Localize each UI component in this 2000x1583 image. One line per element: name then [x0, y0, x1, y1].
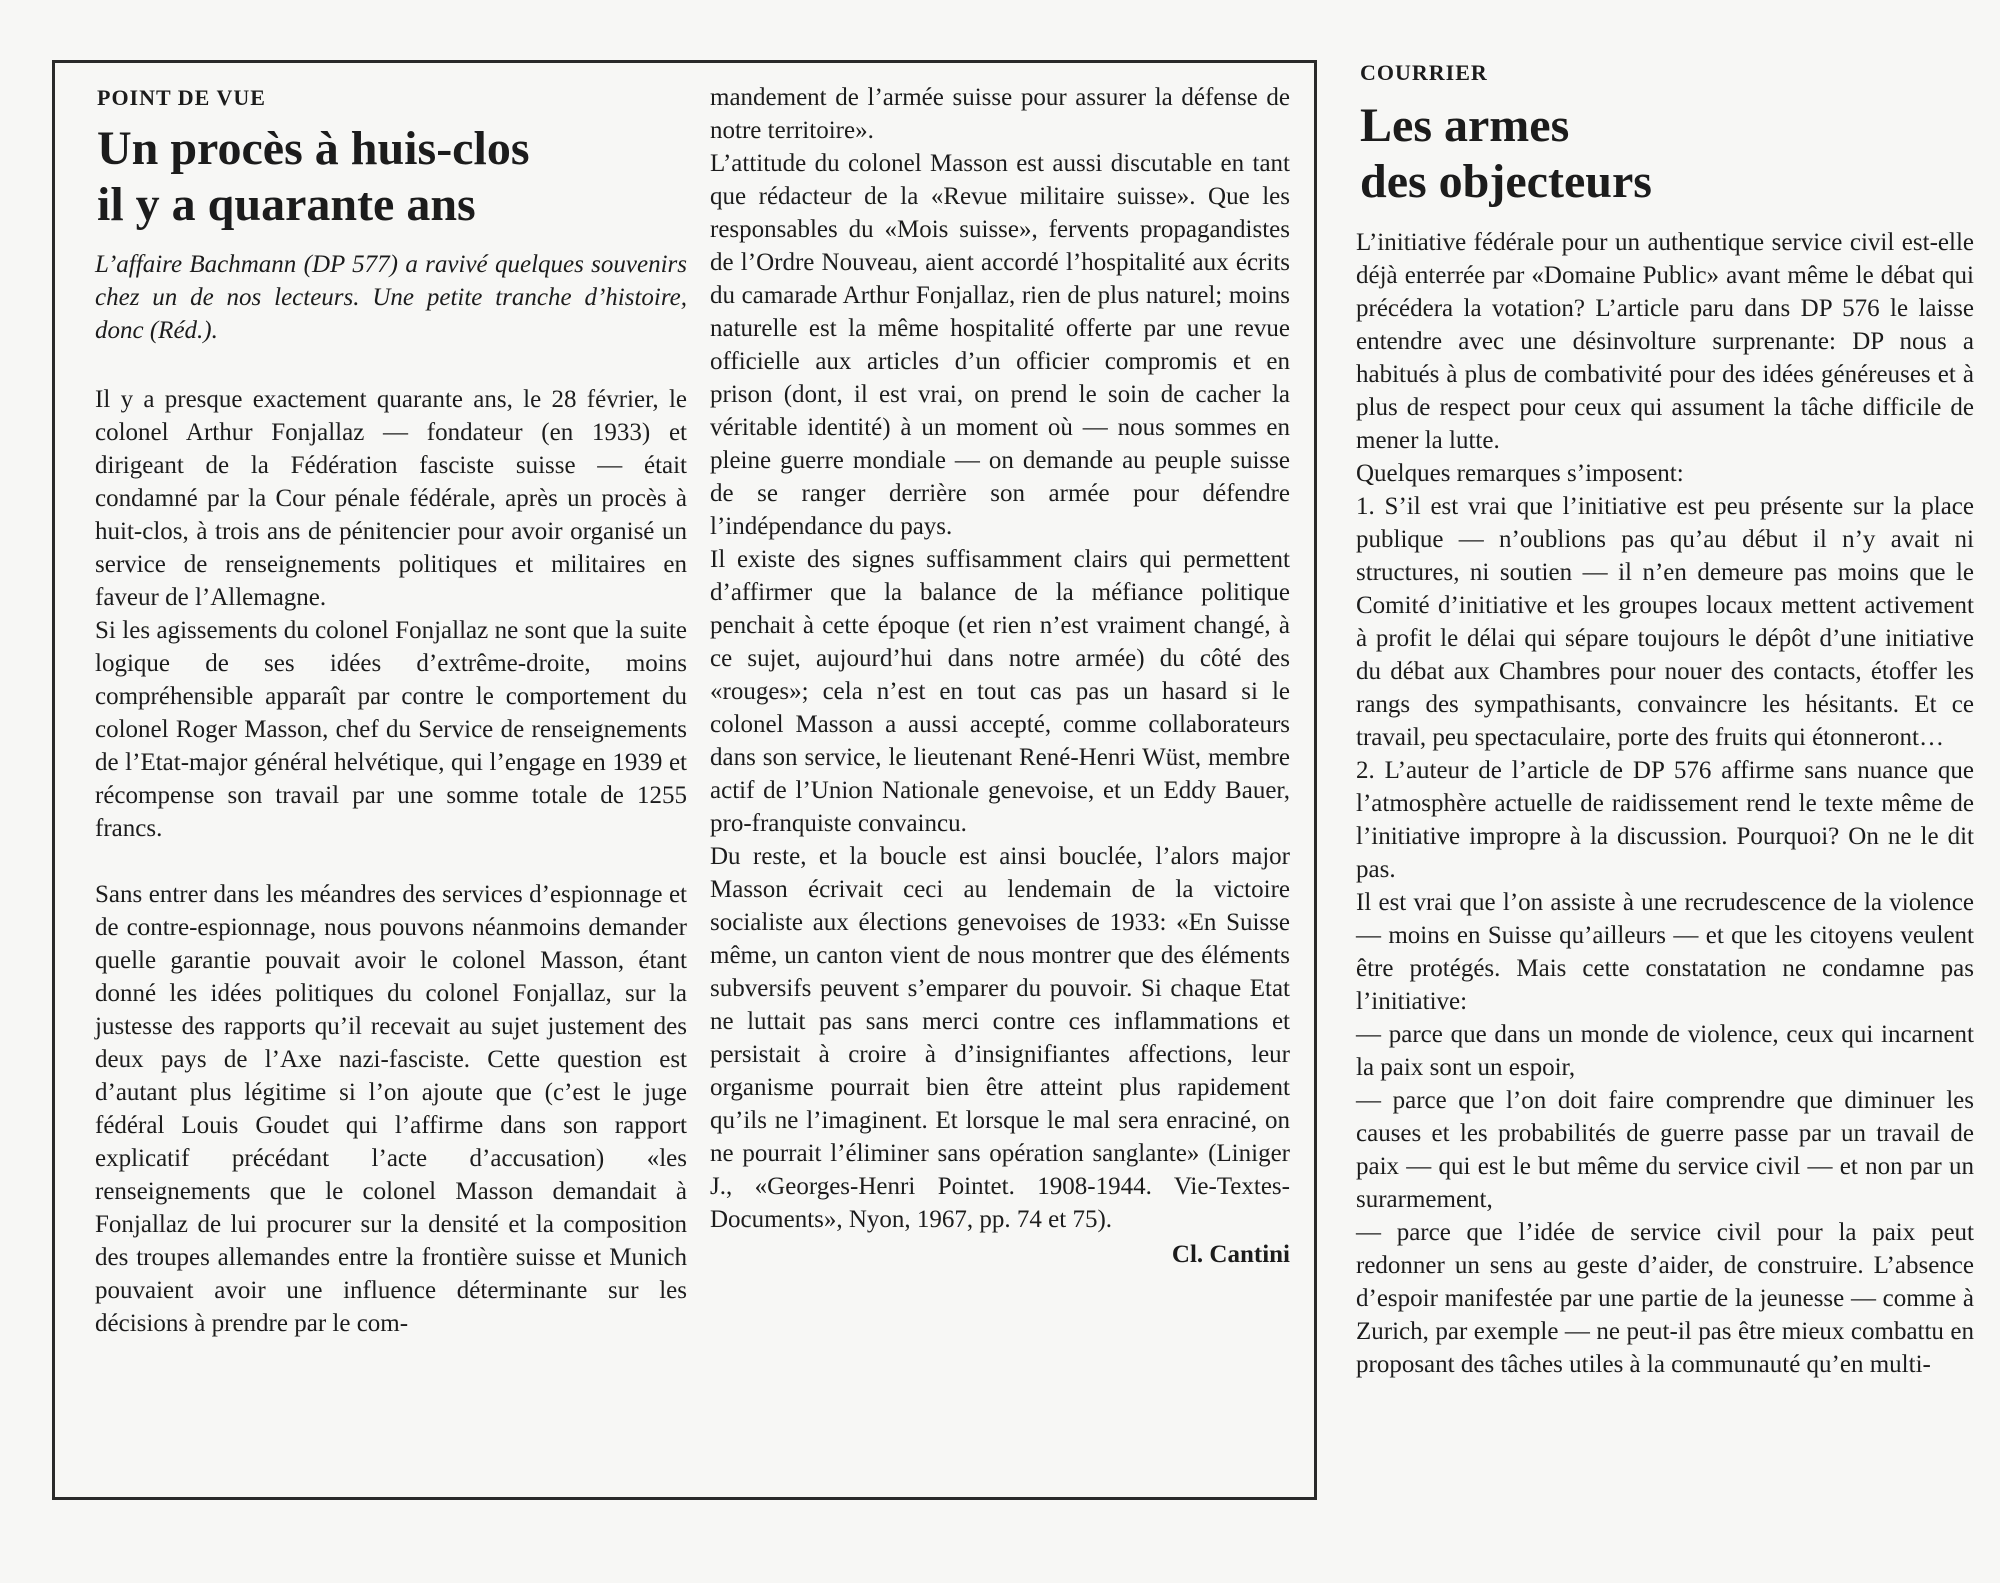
point-de-vue-article [52, 60, 1317, 1500]
body-paragraph: Quelques remarques s’imposent: [1356, 460, 1684, 487]
body-paragraph: Il y a presque exactement quarante ans, le 28 février, le colonel Arthur Fonjallaz — fondateur (en 1933) et dirigeant de la Fédération fasciste suisse — était condamné par la Cour pénale fédérale, après un procès à huit-clos, à trois ans de pénitencier pour avoir organisé un service de renseignements politiques et militaires en faveur de l’Allemagne. [95, 386, 687, 611]
section-kicker: COURRIER [1360, 60, 1488, 85]
author-signature: Cl. Cantini [1171, 1241, 1290, 1268]
body-paragraph: Sans entrer dans les méandres des services d’espionnage et de contre-espionnage, nous pouvons néanmoins demander quelle garantie pouvait avoir le colonel Masson, étant donné les idées politiques du colonel Fonjallaz, sur la justesse des rapports qu’il recevait au sujet justement des deux pays de l’Axe nazi-fasciste. Cette question est d’autant plus légitime si l’on ajoute que (c’est le juge fédéral Louis Goudet qui l’affirme dans son rapport explicatif précédant l’acte d’accusation) «les renseignements que le colonel Masson demandait à Fonjallaz de lui procurer sur la densité et la composition des troupes allemandes entre la frontière suisse et Munich pouvaient avoir une influence déterminante sur les décisions à prendre par le com- [95, 881, 687, 1337]
article-headline [97, 121, 530, 233]
body-paragraph: Il est vrai que l’on assiste à une recrudescence de la violence — moins en Suisse qu’ailleurs — et que les citoyens veulent être protégés. Mais cette constatation ne condamne pas l’initiative: [1356, 889, 1974, 1015]
section-kicker: POINT DE VUE [97, 85, 266, 110]
headline-line-1: Un procès à huis-clos [97, 122, 530, 175]
article-headline [1360, 98, 1652, 210]
article-column [1356, 226, 1974, 1381]
body-paragraph: 1. S’il est vrai que l’initiative est peu présente sur la place publique — n’oublions pas qu’au début il n’y avait ni structures, ni soutien — il n’en demeure pas moins que le Comité d’initiative et les groupes locaux mettent activement à profit le délai qui sépare toujours le dépôt d’une initiative du débat aux Chambres pour nouer des contacts, étoffer les rangs des sympathisants, convaincre les hésitants. Et ce travail, peu spectaculaire, porte des fruits qui étonneront… [1356, 493, 1974, 751]
body-paragraph: — parce que l’idée de service civil pour la paix peut redonner un sens au geste d’aider, de construire. L’absence d’espoir manifestée par une partie de la jeunesse — comme à Zurich, par exemple — ne peut-il pas être mieux combattu en proposant des tâches utiles à la communauté qu’en multi- [1356, 1219, 1974, 1378]
body-paragraph: L’initiative fédérale pour un authentique service civil est-elle déjà enterrée par «Domaine Public» avant même le débat qui précédera la votation? L’article paru dans DP 576 le laisse entendre avec une désinvolture surprenante: DP nous a habitués à plus de combativité pour des idées généreuses et à plus de respect pour ceux qui assument la tâche difficile de mener la lutte. [1356, 229, 1974, 454]
article-column-1 [95, 383, 687, 1340]
body-paragraph: L’attitude du colonel Masson est aussi discutable en tant que rédacteur de la «Revue militaire suisse». Que les responsables du «Mois suisse», fervents propagandistes de l’Ordre Nouveau, aient accordé l’hospitalité aux écrits du camarade Arthur Fonjallaz, rien de plus naturel; moins naturelle est la même hospitalité offerte par une revue officielle aux articles d’un officier compromis et en prison (dont, il est vrai, on prend le soin de cacher la véritable identité) à un moment où — nous sommes en pleine guerre mondiale — on demande au peuple suisse de se ranger derrière son armée pour défendre l’indépendance du pays. [710, 150, 1290, 540]
article-column-2 [710, 81, 1290, 1271]
headline-line-2: il y a quarante ans [97, 178, 476, 231]
headline-line-1: Les armes [1360, 99, 1570, 152]
body-paragraph: — parce que dans un monde de violence, ceux qui incarnent la paix sont un espoir, [1356, 1021, 1974, 1081]
body-paragraph: mandement de l’armée suisse pour assurer la défense de notre territoire». [710, 84, 1290, 144]
body-paragraph: 2. L’auteur de l’article de DP 576 affirme sans nuance que l’atmosphère actuelle de raidissement rend le texte même de l’initiative impropre à la discussion. Pourquoi? On ne le dit pas. [1356, 757, 1974, 883]
headline-line-2: des objecteurs [1360, 155, 1652, 208]
body-paragraph: Du reste, et la boucle est ainsi bouclée, l’alors major Masson écrivait ceci au lendemain de la victoire socialiste aux élections genevoises de 1933: «En Suisse même, un canton vient de nous montrer que des éléments subversifs peuvent s’emparer du pouvoir. Si chaque Etat ne luttait pas sans merci contre ces inflammations et persistait à croire à d’insignifiantes affections, leur organisme pourrait bien être atteint plus rapidement qu’ils ne l’imaginent. Et lorsque le mal sera enraciné, on ne pourrait l’éliminer sans opération sanglante» (Liniger J., «Georges-Henri Pointet. 1908-1944. Vie-Textes-Documents», Nyon, 1967, pp. 74 et 75). [710, 843, 1290, 1233]
body-paragraph: Si les agissements du colonel Fonjallaz ne sont que la suite logique de ses idées d’extrême-droite, moins compréhensible apparaît par contre le comportement du colonel Roger Masson, chef du Service de renseignements de l’Etat-major général helvétique, qui l’engage en 1939 et récompense son travail par une somme totale de 1255 francs. [95, 617, 687, 842]
body-paragraph: Il existe des signes suffisamment clairs qui permettent d’affirmer que la balance de la méfiance politique penchait à cette époque (et rien n’est vraiment changé, à ce sujet, aujourd’hui dans notre armée) du côté des «rouges»; cela n’est en tout cas pas un hasard si le colonel Masson a aussi accepté, comme collaborateurs dans son service, le lieutenant René-Henri Wüst, membre actif de l’Union Nationale genevoise, et un Eddy Bauer, pro-franquiste convaincu. [710, 546, 1290, 837]
body-paragraph: — parce que l’on doit faire comprendre que diminuer les causes et les probabilités de guerre passe par un travail de paix — qui est le but même du service civil — et non par un surarmement, [1356, 1087, 1974, 1213]
editor-intro: L’affaire Bachmann (DP 577) a ravivé quelques souvenirs chez un de nos lecteurs. Une petite tranche d’histoire, donc (Réd.). [95, 251, 687, 344]
